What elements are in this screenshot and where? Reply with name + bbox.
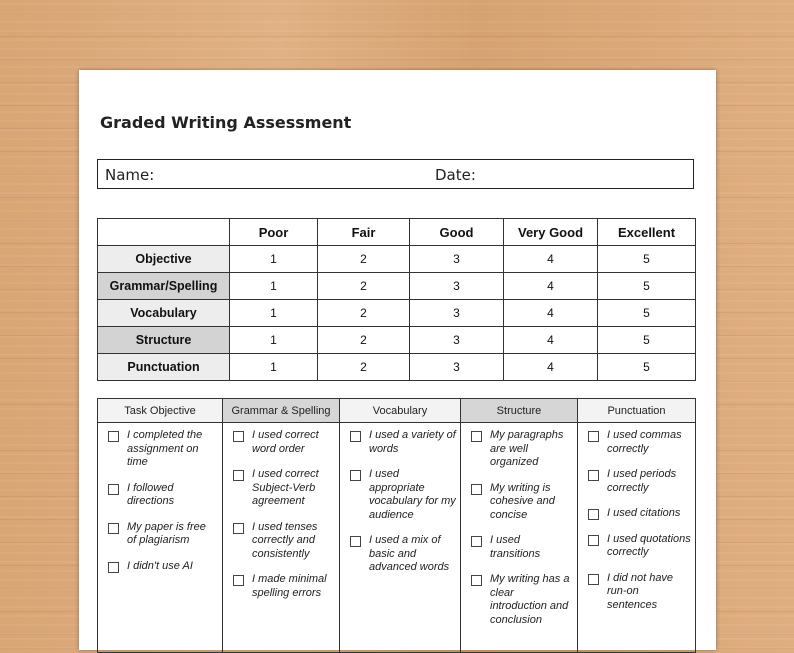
checklist-item[interactable] (233, 468, 335, 509)
checkbox[interactable] (233, 431, 244, 442)
name-label: Name: (105, 166, 155, 184)
worksheet-page (79, 70, 716, 650)
checklist-item-text: I used quotations correctly (607, 532, 691, 558)
checklist-item[interactable] (350, 534, 456, 575)
checklist-item-text: I used citations (607, 507, 681, 519)
checklist-item[interactable] (588, 533, 691, 560)
score-cell: 3 (410, 273, 504, 300)
score-header-row (98, 219, 696, 246)
checklist-column (578, 423, 696, 653)
score-cell: 1 (230, 300, 318, 327)
checkbox[interactable] (108, 431, 119, 442)
score-cell: 1 (230, 327, 318, 354)
checklist-item[interactable] (471, 482, 573, 523)
checklist-item-text: I used commas correctly (607, 429, 682, 455)
checklist-item-text: My writing has a clear introduction and conclusion (490, 573, 570, 626)
checkbox[interactable] (588, 535, 599, 546)
score-row-label: Punctuation (98, 354, 230, 381)
page-title: Graded Writing Assessment (100, 113, 352, 132)
score-cell: 5 (598, 354, 696, 381)
checkbox[interactable] (108, 523, 119, 534)
checkbox[interactable] (233, 470, 244, 481)
checkbox[interactable] (108, 484, 119, 495)
checklist-item-text: I completed the assignment on time (127, 429, 203, 468)
checklist-item-text: I used a mix of basic and advanced words (369, 534, 450, 573)
score-cell: 3 (410, 300, 504, 327)
checkbox[interactable] (108, 562, 119, 573)
checklist-item[interactable] (588, 468, 691, 495)
checklist-column-header: Task Objective (98, 399, 223, 423)
checklist-item-text: I didn't use AI (127, 559, 193, 572)
checklist-column (223, 423, 340, 653)
checklist-item-text: I used a variety of words (369, 429, 456, 455)
score-cell: 4 (504, 246, 598, 273)
score-cell: 3 (410, 246, 504, 273)
score-cell: 4 (504, 327, 598, 354)
checklist-item[interactable] (108, 429, 218, 470)
checklist-item-text: I did not have run-on sentences (607, 571, 674, 611)
checklist-item[interactable] (471, 534, 573, 561)
checklist-item[interactable] (108, 560, 218, 574)
score-cell: 2 (318, 327, 410, 354)
checkbox[interactable] (233, 575, 244, 586)
score-column-header: Poor (230, 219, 318, 246)
checklist-item[interactable] (471, 429, 573, 470)
score-row-label: Grammar/Spelling (98, 273, 230, 300)
score-row (98, 354, 696, 381)
checklist-item[interactable] (108, 521, 218, 548)
checklist-item[interactable] (350, 468, 456, 522)
score-cell: 3 (410, 327, 504, 354)
score-row (98, 327, 696, 354)
checklist-item[interactable] (588, 429, 691, 456)
score-cell: 1 (230, 246, 318, 273)
checkbox[interactable] (471, 431, 482, 442)
checklist-item-text: I used tenses correctly and consistently (252, 520, 318, 560)
score-column-header: Good (410, 219, 504, 246)
score-column-header: Very Good (504, 219, 598, 246)
checklist-item-text: My writing is cohesive and concise (490, 481, 555, 521)
checklist-item-text: My paper is free of plagiarism (127, 520, 206, 546)
checklist-item[interactable] (588, 507, 691, 521)
checklist-body-row (98, 423, 696, 653)
checkbox[interactable] (233, 523, 244, 534)
checklist-item-text: I followed directions (127, 481, 175, 507)
score-column-header: Fair (318, 219, 410, 246)
checklist-column-header: Vocabulary (340, 399, 461, 423)
score-cell: 4 (504, 354, 598, 381)
date-label: Date: (435, 166, 476, 184)
checklist-item[interactable] (350, 429, 456, 456)
checkbox[interactable] (588, 431, 599, 442)
checklist-item-text: I made minimal spelling errors (252, 573, 327, 599)
checkbox[interactable] (350, 536, 361, 547)
checkbox[interactable] (350, 470, 361, 481)
checkbox[interactable] (588, 574, 599, 585)
checklist-item-text: I used correct word order (252, 429, 319, 455)
score-cell: 5 (598, 327, 696, 354)
score-row-label: Vocabulary (98, 300, 230, 327)
checklist-item-text: I used transitions (490, 534, 541, 560)
score-row (98, 246, 696, 273)
score-cell: 5 (598, 300, 696, 327)
checklist-column-header: Punctuation (578, 399, 696, 423)
checklist-column-header: Structure (461, 399, 578, 423)
score-row (98, 300, 696, 327)
score-cell: 4 (504, 273, 598, 300)
score-column-header: Excellent (598, 219, 696, 246)
checklist-item[interactable] (233, 573, 335, 600)
checkbox[interactable] (471, 536, 482, 547)
checklist-item[interactable] (233, 521, 335, 562)
checklist-column-header: Grammar & Spelling (223, 399, 340, 423)
checkbox[interactable] (471, 484, 482, 495)
score-cell: 2 (318, 246, 410, 273)
score-row-label: Objective (98, 246, 230, 273)
checklist-item[interactable] (108, 482, 218, 509)
self-check-table (97, 398, 696, 653)
checklist-column (340, 423, 461, 653)
checklist-item-text: I used appropriate vocabulary for my audience (369, 468, 456, 521)
score-table (97, 218, 696, 381)
score-row (98, 273, 696, 300)
score-cell: 1 (230, 354, 318, 381)
score-cell: 5 (598, 273, 696, 300)
checklist-item-text: My paragraphs are well organized (490, 429, 564, 468)
checklist-item[interactable] (588, 572, 691, 613)
checklist-item[interactable] (233, 429, 335, 456)
score-cell: 3 (410, 354, 504, 381)
checklist-column (98, 423, 223, 653)
score-cell: 2 (318, 300, 410, 327)
score-cell: 1 (230, 273, 318, 300)
checklist-item[interactable] (471, 573, 573, 627)
score-row-label: Structure (98, 327, 230, 354)
checklist-item-text: I used periods correctly (607, 468, 677, 494)
checklist-column (461, 423, 578, 653)
score-cell: 5 (598, 246, 696, 273)
checkbox[interactable] (588, 470, 599, 481)
checkbox[interactable] (471, 575, 482, 586)
score-cell: 4 (504, 300, 598, 327)
checklist-item-text: I used correct Subject-Verb agreement (252, 468, 319, 507)
score-cell: 2 (318, 273, 410, 300)
score-corner-cell (98, 219, 230, 246)
checklist-header-row (98, 399, 696, 423)
score-cell: 2 (318, 354, 410, 381)
name-date-box (97, 159, 694, 189)
checkbox[interactable] (350, 431, 361, 442)
checkbox[interactable] (588, 509, 599, 520)
